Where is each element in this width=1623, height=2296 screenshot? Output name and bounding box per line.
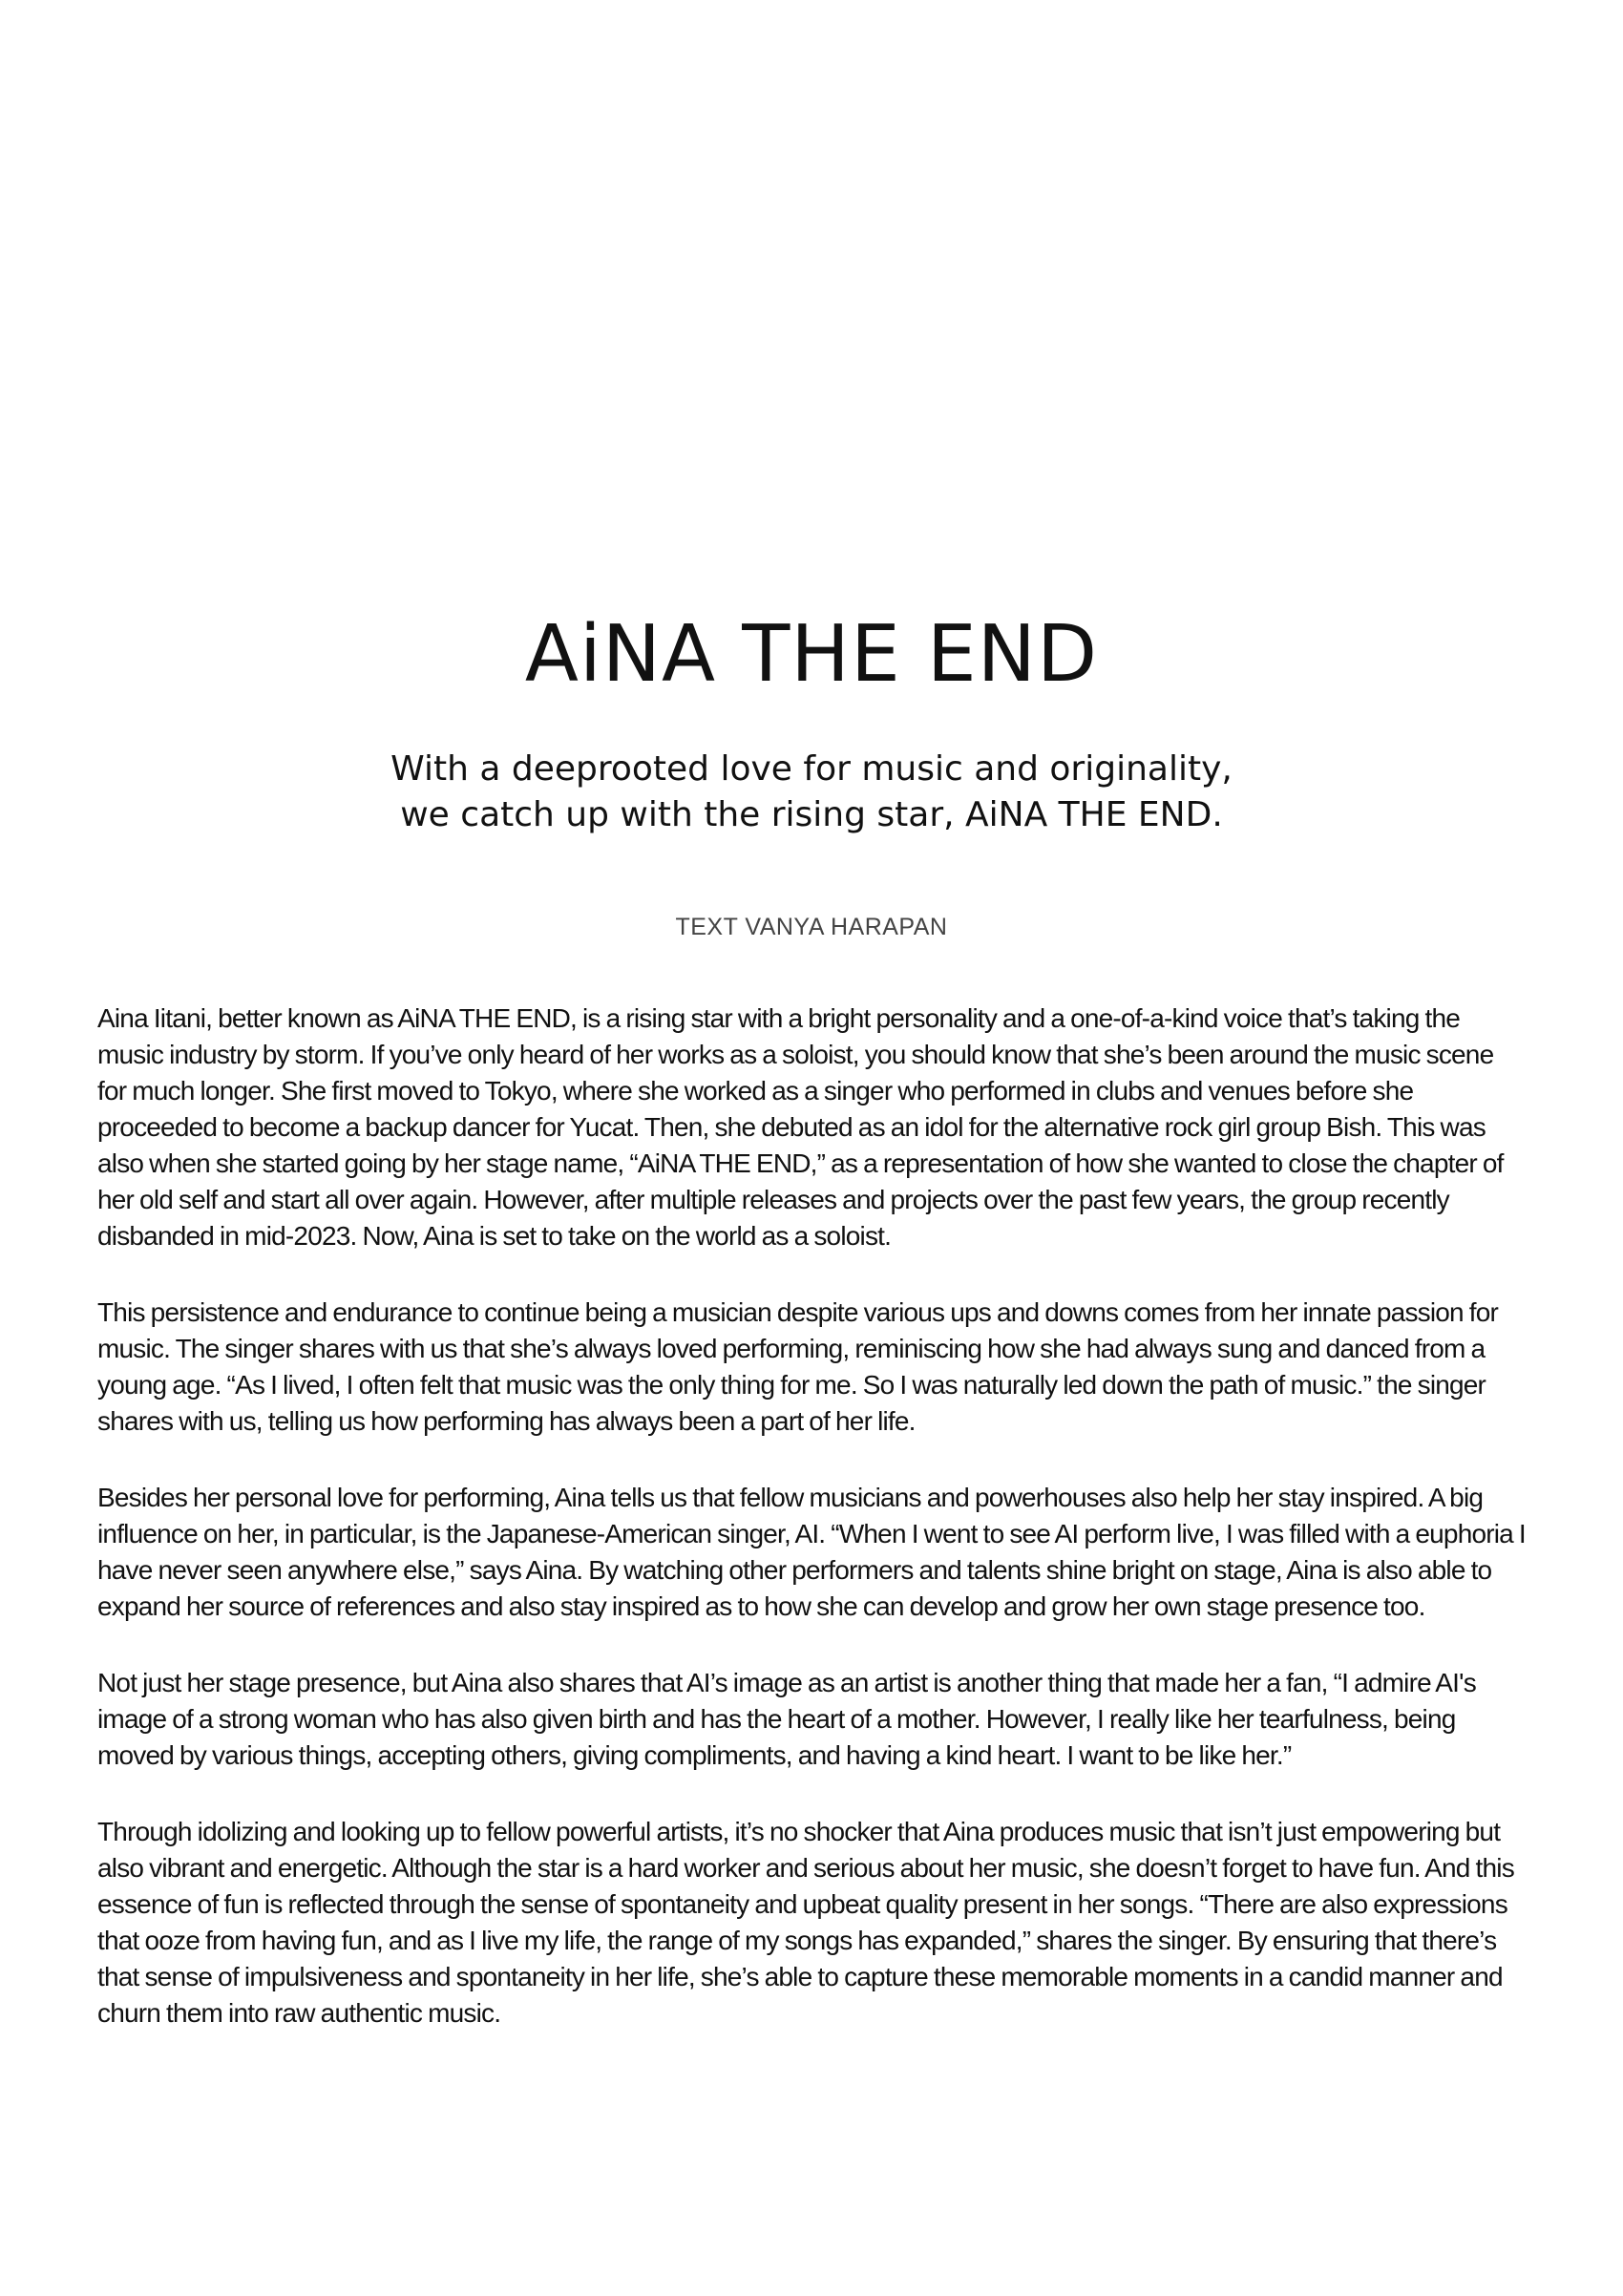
article-subtitle [0, 747, 1623, 838]
article-byline: TEXT VANYA HARAPAN [675, 914, 948, 940]
article-paragraph-1: Aina Iitani, better known as AiNA THE END, is a rising star with a bright personality and a one-of-a-kind voice that’s taking the music industry by storm. If you’ve only heard of her works as a soloist, you should know that she’s been around the music scene for much longer. She first moved to Tokyo, where she worked as a singer who performed in clubs and venues before she proceeded to become a backup dancer for Yucat. Then, she debuted as an idol for the alternative rock girl group Bish. This was also when she started going by her stage name, “AiNA THE END,” as a representation of how she wanted to close the chapter of her old self and start all over again. However, after multiple releases and projects over the past few years, the group recently disbanded in mid-2023. Now, Aina is set to take on the world as a soloist. [97, 1003, 1504, 1251]
article-body [97, 1001, 1526, 2072]
article-paragraph-2: This persistence and endurance to continue being a musician despite various ups and downs comes from her innate passion for music. The singer shares with us that she’s always loved performing, reminiscing how she had always sung and danced from a young age. “As I lived, I often felt that music was the only thing for me. So I was naturally led down the path of music.” the singer shares with us, telling us how performing has always been a part of her life. [97, 1297, 1499, 1436]
article-paragraph-5: Through idolizing and looking up to fellow powerful artists, it’s no shocker that Aina produces music that isn’t just empowering but also vibrant and energetic. Although the star is a hard worker and serious about her music, she doesn’t forget to have fun. And this essence of fun is reflected through the sense of spontaneity and upbeat quality present in her songs. “There are also expressions that ooze from having fun, and as I live my life, the range of my songs has expanded,” shares the singer. By ensuring that there’s that sense of impulsiveness and spontaneity in her life, she’s able to capture these memorable moments in a candid manner and churn them into raw authentic music. [97, 1817, 1514, 2028]
subtitle-line-1: With a deeprooted love for music and originality, [390, 749, 1233, 789]
article-paragraph-4: Not just her stage presence, but Aina also shares that AI’s image as an artist is another thing that made her a fan, “I admire AI's image of a strong woman who has also given birth and has the heart of a mother. However, I really like her tearfulness, being moved by various things, accepting others, giving compliments, and having a kind heart. I want to be like her.” [97, 1668, 1476, 1770]
article-paragraph-3: Besides her personal love for performing, Aina tells us that fellow musicians and powerhouses also help her stay inspired. A big influence on her, in particular, is the Japanese-American singer, AI. “When I went to see AI perform live, I was filled with a euphoria I have never seen anywhere else,” says Aina. By watching other performers and talents shine bright on stage, Aina is also able to expand her source of references and also stay inspired as to how she can develop and grow her own stage presence too. [97, 1483, 1526, 1621]
article-title: AiNA THE END [524, 609, 1099, 700]
subtitle-line-2: we catch up with the rising star, AiNA THE END. [400, 795, 1223, 834]
